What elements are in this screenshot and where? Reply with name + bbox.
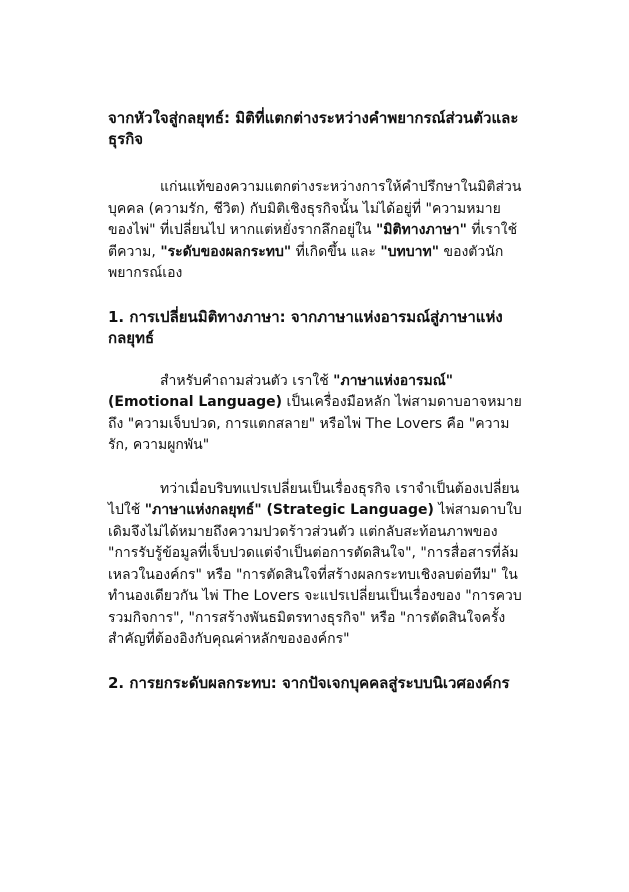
intro-text-2: ที่เราใช้ตีความ, (108, 222, 518, 260)
section-1-paragraph-2 (108, 479, 522, 651)
s1p2-bold-strategic-language: "ภาษาแห่งกลยุทธ์" (Strategic Language) (144, 502, 434, 518)
section-1-heading: 1. การเปลี่ยนมิติทางภาษา: จากภาษาแห่งอารมณ์สู่ภาษาแห่งกลยุทธ์ (108, 307, 503, 347)
section-1-paragraph-1 (108, 371, 522, 457)
document-page (108, 108, 522, 694)
intro-bold-language-dimension: "มิติทางภาษา" (375, 222, 467, 238)
s1p1-text-2: เป็นเครื่องมือหลัก ไพ่สามดาบอาจหมายถึง "ความเจ็บปวด, การแตกสลาย" หรือไพ่ The Lovers คือ "ความรัก, ความผูกพัน" (108, 394, 522, 453)
s1p1-bold-emotional-language: "ภาษาแห่งอารมณ์" (Emotional Language) (108, 372, 454, 410)
s1p2-text-2: ไพ่สามดาบใบเดิมจึงไม่ได้หมายถึงความปวดร้าวส่วนตัว แต่กลับสะท้อนภาพของ "การรับรู้ข้อมูลที่เจ็บปวดแต่จำเป็นต่อการตัดสินใจ", "การสื่อสารที่ล้มเหลวในองค์กร" หรือ "การตัดสินใจที่สร้างผลกระทบเชิงลบต่อทีม" ในทำนองเดียวกัน ไพ่ The Lovers จะแปรเปลี่ยนเป็นเรื่องของ "การควบรวมกิจการ", "การสร้างพันธมิตรทางธุรกิจ" หรือ "การตัดสินใจครั้งสำคัญที่ต้องอิงกับคุณค่าหลักขององค์กร" (108, 502, 522, 647)
s1p2-text-1: ทว่าเมื่อบริบทแปรเปลี่ยนเป็นเรื่องธุรกิจ เราจำเป็นต้องเปลี่ยนไปใช้ (108, 480, 520, 518)
intro-text-3: ที่เกิดขึ้น และ (291, 243, 381, 260)
intro-text-4: ของตัวนักพยากรณ์เอง (108, 243, 504, 281)
intro-text-1: แก่นแท้ของความแตกต่างระหว่างการให้คำปรึกษาในมิติส่วนบุคคล (ความรัก, ชีวิต) กับมิติเชิงธุรกิจนั้น ไม่ได้อยู่ที่ "ความหมายของไพ่" ที่เปลี่ยนไป หากแต่หยั่งรากลึกอยู่ใน (108, 179, 522, 238)
intro-bold-impact-level: "ระดับของผลกระทบ" (160, 243, 292, 260)
s1p1-text-1: สำหรับคำถามส่วนตัว เราใช้ (160, 372, 334, 389)
intro-bold-role: "บทบาท" (380, 243, 440, 260)
intro-paragraph (108, 177, 522, 285)
section-2-heading: 2. การยกระดับผลกระทบ: จากปัจเจกบุคคลสู่ระบบนิเวศองค์กร (108, 673, 510, 692)
document-title: จากหัวใจสู่กลยุทธ์: มิติที่แตกต่างระหว่างคำพยากรณ์ส่วนตัวและธุรกิจ (108, 109, 519, 148)
